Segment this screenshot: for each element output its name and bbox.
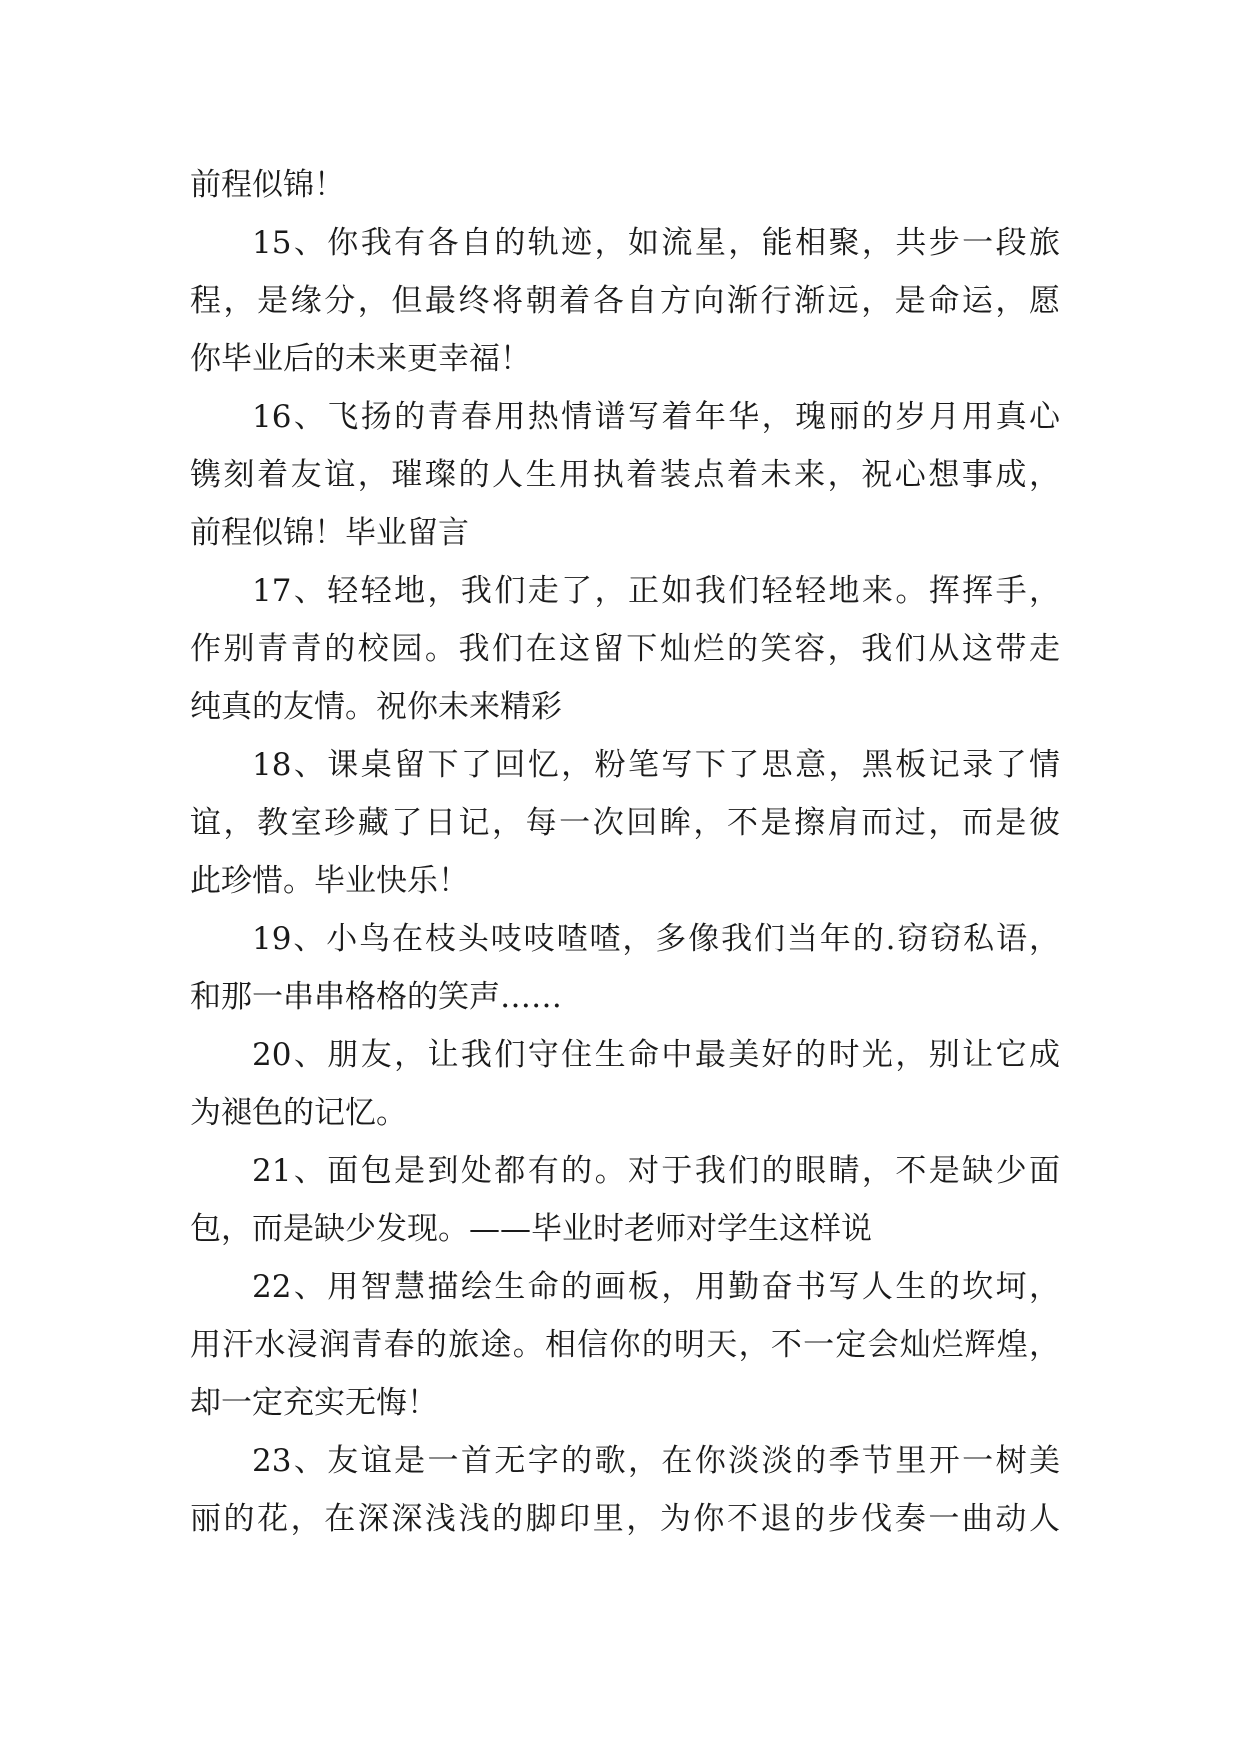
text-line: 18、课桌留下了回忆，粉笔写下了思意，黑板记录了情: [252, 747, 1060, 783]
text-line: 程，是缘分，但最终将朝着各自方向渐行渐远，是命运，愿: [190, 283, 1060, 319]
text-line: 却一定充实无悔！: [190, 1385, 438, 1421]
text-line: 23、友谊是一首无字的歌，在你淡淡的季节里开一树美: [252, 1443, 1060, 1479]
text-line: 纯真的友情。祝你未来精彩: [190, 689, 562, 725]
text-line: 前程似锦！毕业留言: [190, 515, 469, 551]
text-line: 20、朋友，让我们守住生命中最美好的时光，别让它成: [252, 1037, 1060, 1073]
text-line: 你毕业后的未来更幸福！: [190, 341, 531, 377]
text-line: 镌刻着友谊，璀璨的人生用执着装点着未来，祝心想事成，: [190, 457, 1060, 493]
text-line: 15、你我有各自的轨迹，如流星，能相聚，共步一段旅: [252, 225, 1060, 261]
text-line: 作别青青的校园。我们在这留下灿烂的笑容，我们从这带走: [190, 631, 1060, 667]
text-line: 前程似锦！: [190, 167, 345, 203]
text-line: 包，而是缺少发现。——毕业时老师对学生这样说: [190, 1211, 872, 1247]
text-line: 22、用智慧描绘生命的画板，用勤奋书写人生的坎坷，: [252, 1269, 1060, 1305]
text-line: 此珍惜。毕业快乐！: [190, 863, 469, 899]
text-line: 为褪色的记忆。: [190, 1095, 407, 1131]
text-line: 和那一串串格格的笑声……: [190, 979, 562, 1015]
text-line: 丽的花，在深深浅浅的脚印里，为你不退的步伐奏一曲动人: [190, 1501, 1060, 1537]
text-line: 21、面包是到处都有的。对于我们的眼睛，不是缺少面: [252, 1153, 1060, 1189]
text-line: 19、小鸟在枝头吱吱喳喳，多像我们当年的.窃窃私语，: [252, 921, 1060, 957]
text-line: 17、轻轻地，我们走了，正如我们轻轻地来。挥挥手，: [252, 573, 1060, 609]
text-line: 16、飞扬的青春用热情谱写着年华，瑰丽的岁月用真心: [252, 399, 1060, 435]
text-line: 谊，教室珍藏了日记，每一次回眸，不是擦肩而过，而是彼: [190, 805, 1060, 841]
text-line: 用汗水浸润青春的旅途。相信你的明天，不一定会灿烂辉煌，: [190, 1327, 1060, 1363]
